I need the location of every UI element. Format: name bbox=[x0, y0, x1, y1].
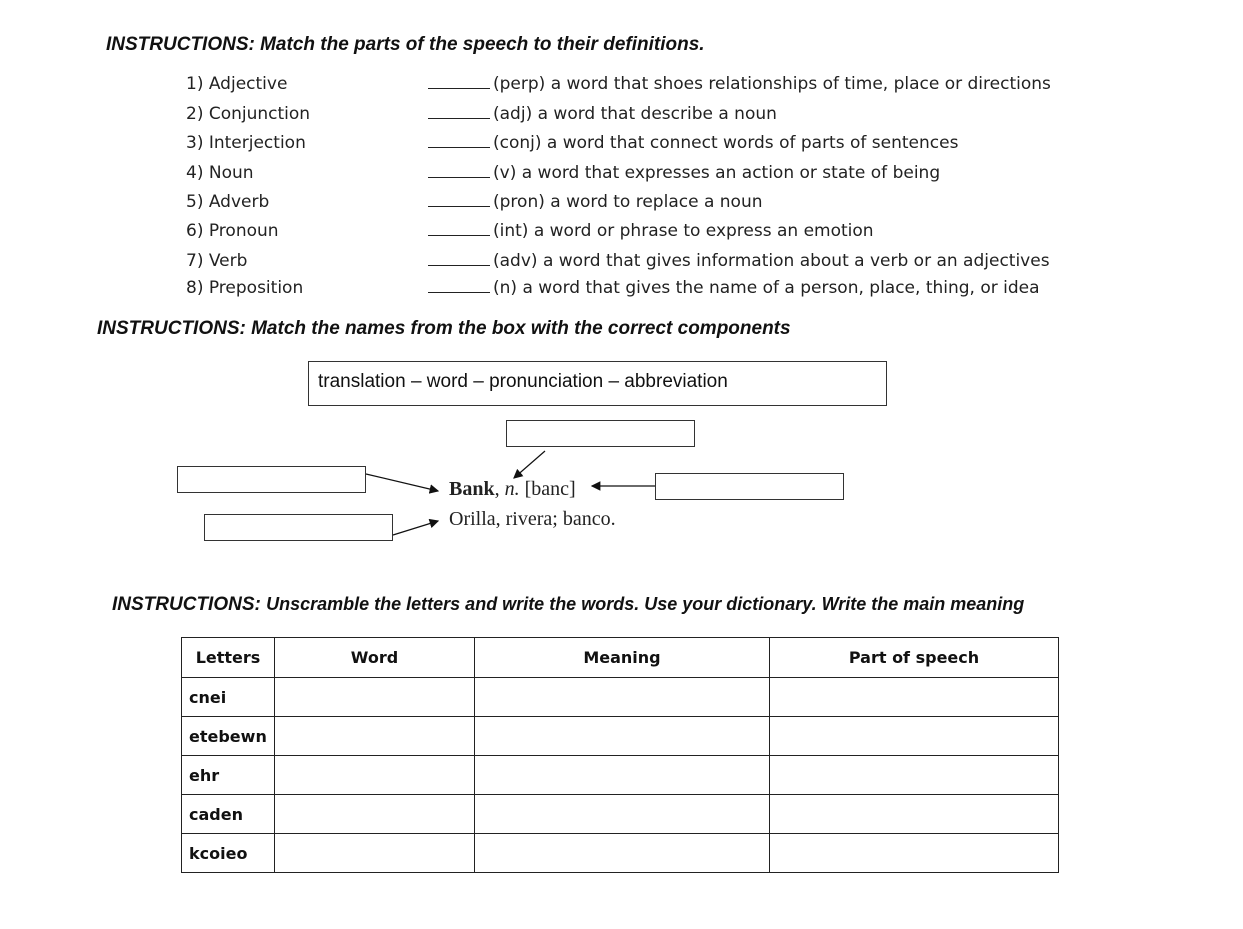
letters-cell: caden bbox=[182, 795, 275, 834]
word-cell[interactable] bbox=[275, 678, 475, 717]
arrow-to-word bbox=[366, 474, 438, 491]
definition-text: (int) a word or phrase to express an emotion bbox=[493, 221, 874, 241]
word-cell[interactable] bbox=[275, 795, 475, 834]
section3-instruction-rest: Unscramble the letters and write the words. Use your dictionary. Write the main meaning bbox=[266, 594, 1025, 614]
pos-cell[interactable] bbox=[770, 795, 1059, 834]
definition-text: (adv) a word that gives information about a verb or an adjectives bbox=[493, 251, 1050, 271]
definition-text: (perp) a word that shoes relationships of time, place or directions bbox=[493, 74, 1051, 94]
arrow-to-abbreviation bbox=[514, 451, 545, 478]
comma: , bbox=[494, 478, 505, 500]
meaning-cell[interactable] bbox=[475, 795, 770, 834]
section1-instruction: INSTRUCTIONS: Match the parts of the speech to their definitions. bbox=[106, 34, 705, 55]
definition-text: (n) a word that gives the name of a person, place, thing, or idea bbox=[493, 278, 1040, 298]
header-part-of-speech: Part of speech bbox=[770, 638, 1059, 678]
letters-cell: kcoieo bbox=[182, 834, 275, 873]
section3-instruction bbox=[112, 594, 1024, 616]
word-cell[interactable] bbox=[275, 834, 475, 873]
definition-text: (pron) a word to replace a noun bbox=[493, 192, 763, 212]
term-item: 5) Adverb bbox=[186, 192, 270, 212]
term-item: 4) Noun bbox=[186, 163, 254, 183]
word-bank-box: translation – word – pronunciation – abbreviation bbox=[308, 361, 887, 406]
table-row bbox=[182, 795, 1059, 834]
unscramble-table bbox=[181, 637, 1059, 873]
dictionary-abbreviation: n. bbox=[504, 478, 520, 500]
table-row bbox=[182, 717, 1059, 756]
word-cell[interactable] bbox=[275, 756, 475, 795]
dictionary-headword: Bank bbox=[449, 478, 495, 500]
table-row bbox=[182, 678, 1059, 717]
dictionary-pronunciation: [banc] bbox=[524, 478, 576, 500]
definition-text: (adj) a word that describe a noun bbox=[493, 104, 777, 124]
pos-cell[interactable] bbox=[770, 834, 1059, 873]
definition-text: (v) a word that expresses an action or state of being bbox=[493, 163, 941, 183]
dictionary-headline bbox=[449, 478, 576, 501]
letters-cell: cnei bbox=[182, 678, 275, 717]
term-item: 6) Pronoun bbox=[186, 221, 279, 241]
definition-text: (conj) a word that connect words of parts of sentences bbox=[493, 133, 959, 153]
letters-cell: ehr bbox=[182, 756, 275, 795]
section2-instruction: INSTRUCTIONS: Match the names from the box with the correct components bbox=[97, 318, 791, 339]
meaning-cell[interactable] bbox=[475, 678, 770, 717]
table-header-row bbox=[182, 638, 1059, 678]
meaning-cell[interactable] bbox=[475, 834, 770, 873]
term-item: 7) Verb bbox=[186, 251, 248, 271]
header-meaning: Meaning bbox=[475, 638, 770, 678]
meaning-cell[interactable] bbox=[475, 756, 770, 795]
meaning-cell[interactable] bbox=[475, 717, 770, 756]
table-row bbox=[182, 756, 1059, 795]
pos-cell[interactable] bbox=[770, 678, 1059, 717]
term-item: 1) Adjective bbox=[186, 74, 288, 94]
section3-instruction-lead: INSTRUCTIONS: bbox=[112, 594, 261, 615]
table-row bbox=[182, 834, 1059, 873]
header-word: Word bbox=[275, 638, 475, 678]
pos-cell[interactable] bbox=[770, 717, 1059, 756]
pos-cell[interactable] bbox=[770, 756, 1059, 795]
letters-cell: etebewn bbox=[182, 717, 275, 756]
term-item: 3) Interjection bbox=[186, 133, 306, 153]
word-cell[interactable] bbox=[275, 717, 475, 756]
dictionary-translation: Orilla, rivera; banco. bbox=[449, 508, 616, 530]
header-letters: Letters bbox=[182, 638, 275, 678]
term-item: 2) Conjunction bbox=[186, 104, 311, 124]
arrow-to-translation bbox=[393, 521, 438, 535]
term-item: 8) Preposition bbox=[186, 278, 304, 298]
